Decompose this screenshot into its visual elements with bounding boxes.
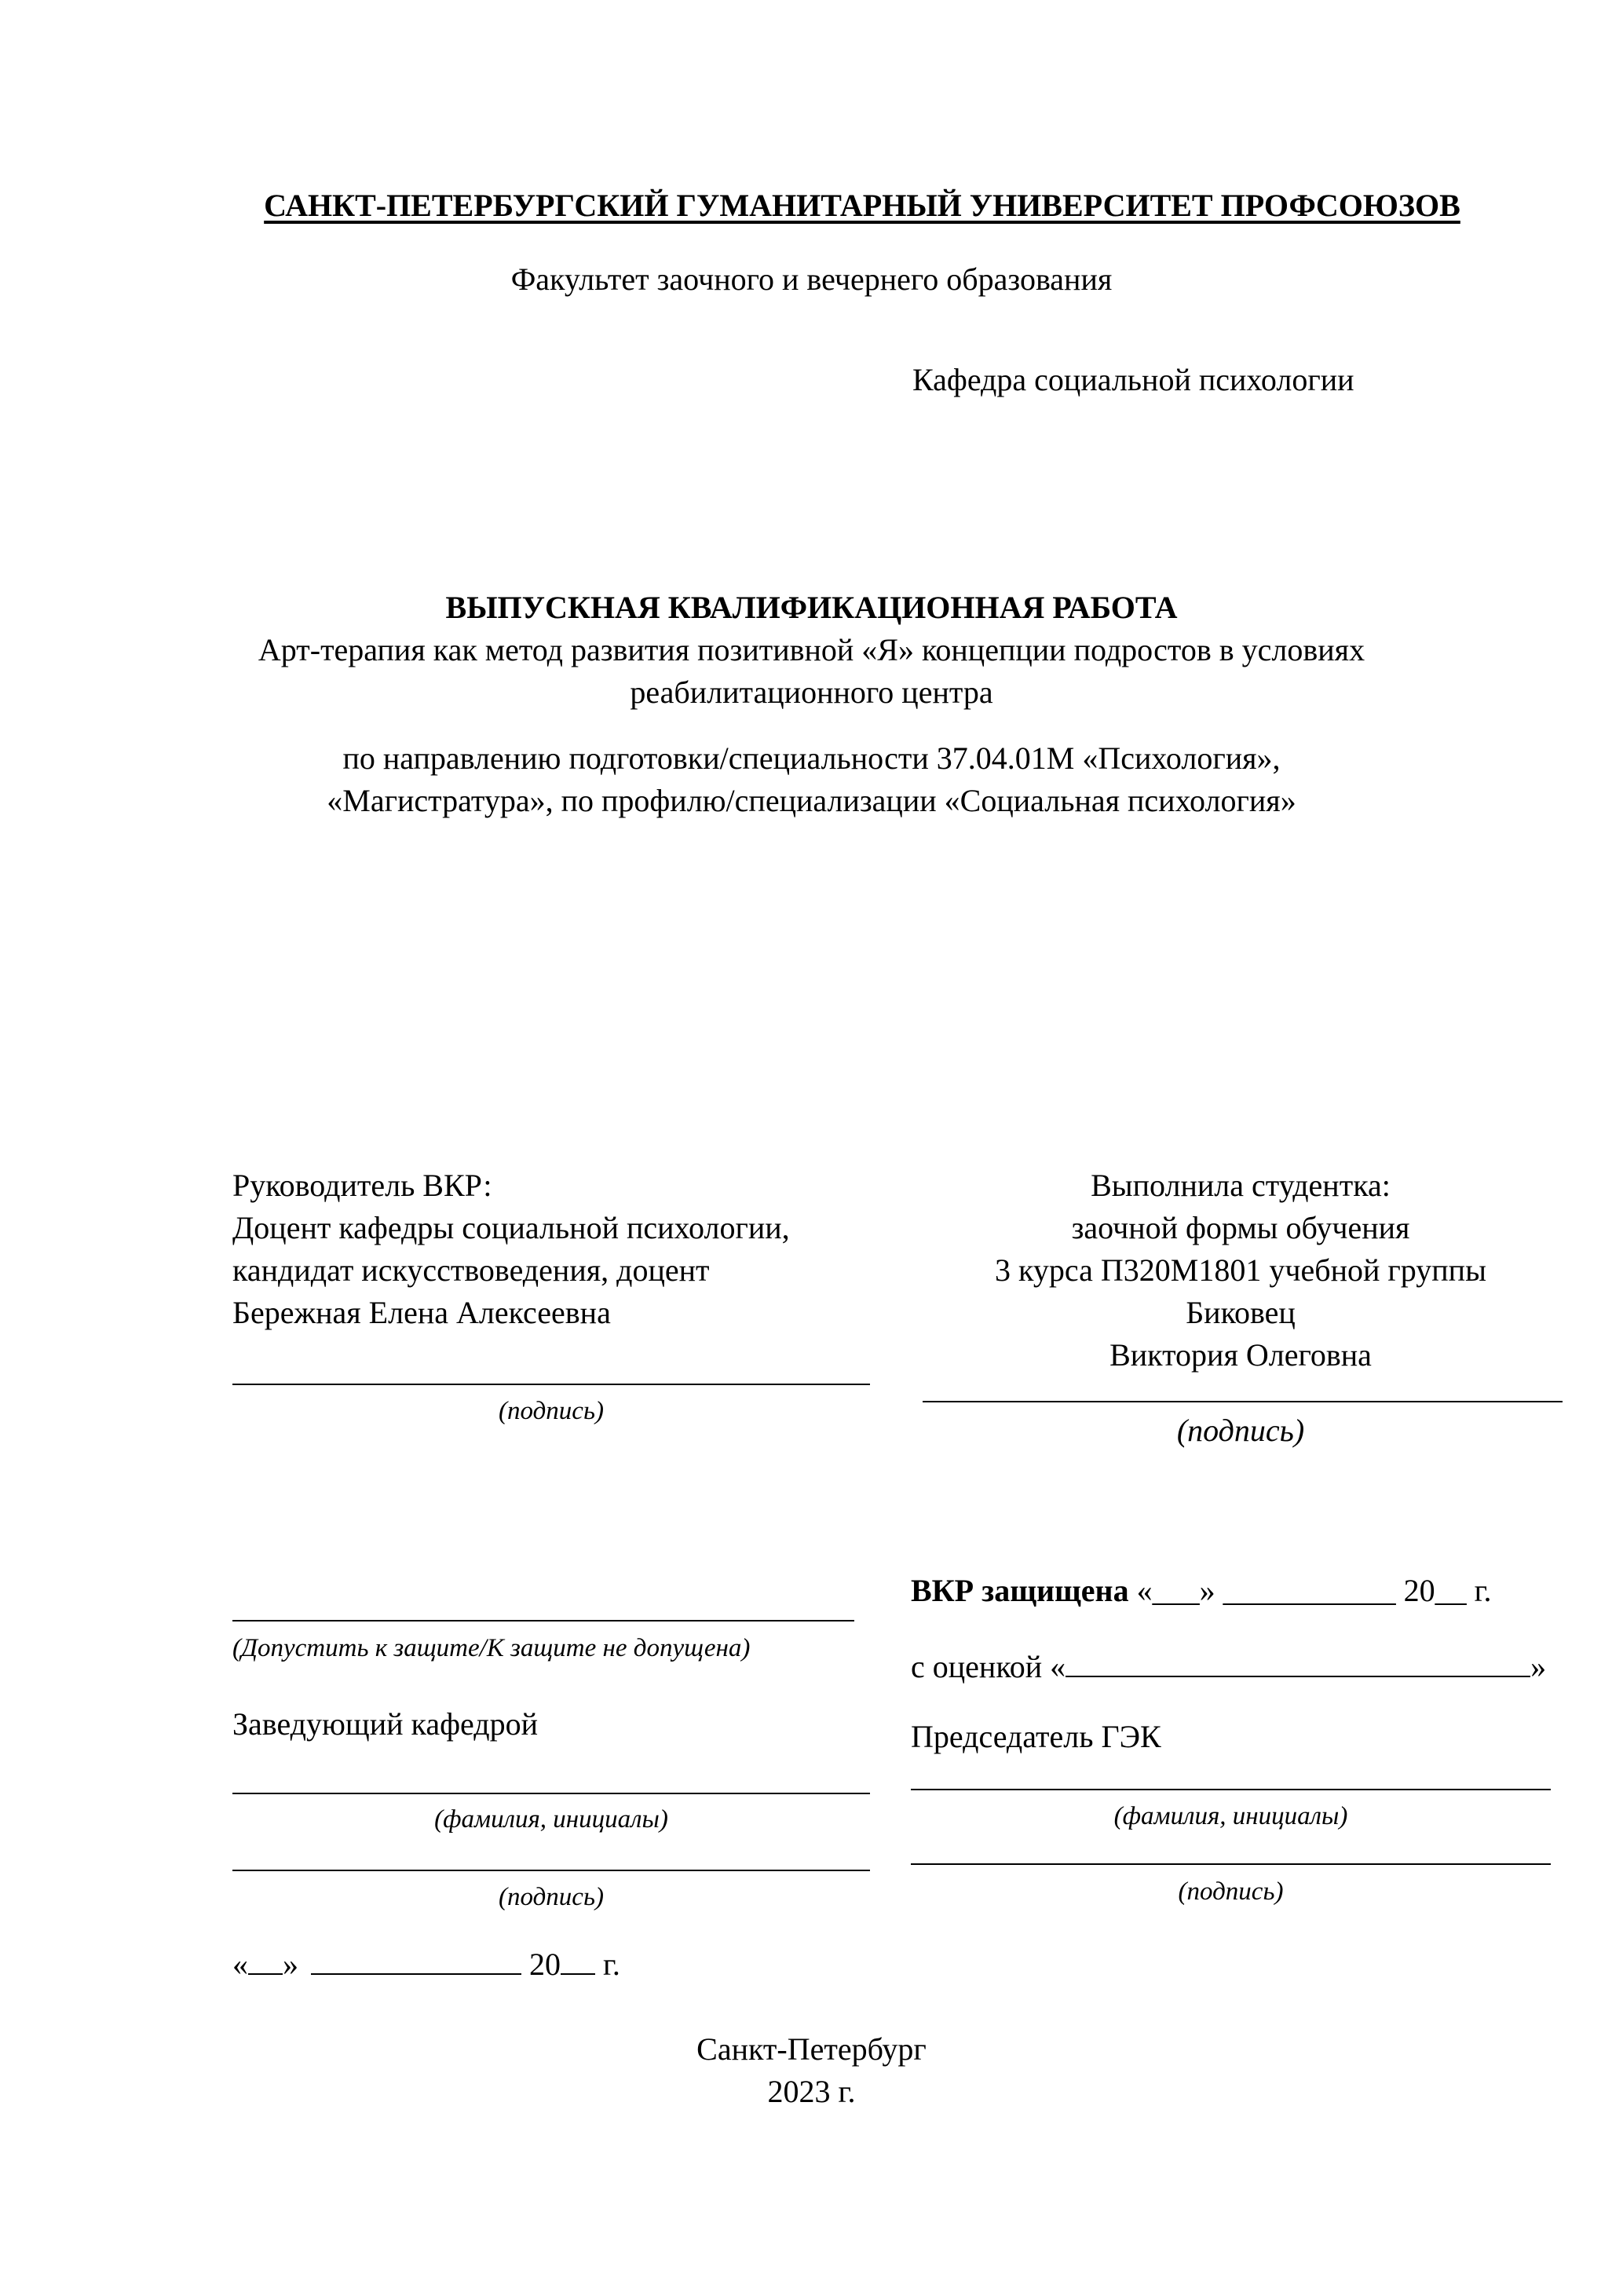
student-surname: Биковец — [1186, 1295, 1296, 1330]
topic-line-1: Арт-терапия как метод развития позитивной «Я» концепции подростов в условиях — [258, 632, 1365, 667]
supervisor-position: Доцент кафедры социальной психологии, — [232, 1210, 790, 1245]
student-signature-caption: (подпись) — [1176, 1413, 1305, 1448]
chair-signature-caption: (подпись) — [1178, 1877, 1284, 1906]
defense-date-field[interactable]: «___» ___________ 20__ г. — [1136, 1573, 1492, 1608]
direction-line-2: «Магистратура», по профилю/специализации «Социальная психология» — [327, 783, 1296, 818]
student-name: Виктория Олеговна — [1109, 1337, 1372, 1373]
direction-line-1: по направлению подготовки/специальности 37.04.01М «Психология», — [342, 740, 1281, 776]
faculty-name: Факультет заочного и вечернего образования — [510, 261, 1113, 297]
date-open-quote: « — [232, 1947, 248, 1982]
year: 2023 г. — [767, 2074, 856, 2109]
month-blank-field[interactable] — [311, 1947, 521, 1975]
day-blank-field[interactable] — [248, 1947, 283, 1975]
date-close-quote: » — [283, 1947, 298, 1982]
chair-name-caption: (фамилия, инициалы) — [1113, 1802, 1348, 1830]
chair-name-line[interactable] — [911, 1789, 1551, 1790]
grade-blank-field[interactable] — [1066, 1649, 1530, 1677]
department-name: Кафедра социальной психологии — [912, 362, 1354, 397]
head-signature-caption: (подпись) — [499, 1883, 604, 1911]
document-type-title: ВЫПУСКНАЯ КВАЛИФИКАЦИОННАЯ РАБОТА — [445, 590, 1178, 625]
defense-date-line — [911, 1570, 1491, 1611]
supervisor-signature-caption: (подпись) — [499, 1397, 604, 1425]
student-study-form: заочной формы обучения — [1071, 1210, 1410, 1245]
head-signature-line[interactable] — [232, 1870, 870, 1871]
grade-line — [911, 1647, 1546, 1687]
year-blank-field[interactable] — [561, 1947, 595, 1975]
supervisor-label: Руководитель ВКР: — [232, 1168, 492, 1203]
grade-close-quote: » — [1530, 1649, 1547, 1684]
admission-decision-line[interactable] — [232, 1620, 854, 1621]
topic-line-2: реабилитационного центра — [630, 675, 993, 710]
chair-signature-line[interactable] — [911, 1863, 1551, 1865]
head-of-department-label: Заведующий кафедрой — [232, 1706, 539, 1742]
supervisor-name: Бережная Елена Алексеевна — [232, 1295, 611, 1330]
grade-label: с оценкой « — [911, 1649, 1066, 1684]
city: Санкт-Петербург — [696, 2031, 927, 2067]
admission-decision-caption: (Допустить к защите/К защите не допущена) — [232, 1634, 751, 1662]
year-suffix: г. — [603, 1947, 620, 1982]
head-name-caption: (фамилия, инициалы) — [434, 1805, 668, 1834]
head-name-line[interactable] — [232, 1793, 870, 1794]
admission-date — [232, 1944, 620, 1985]
university-name: САНКТ-ПЕТЕРБУРГСКИЙ ГУМАНИТАРНЫЙ УНИВЕРСИТЕТ ПРОФСОЮЗОВ — [264, 188, 1460, 223]
student-label: Выполнила студентка: — [1091, 1168, 1391, 1203]
student-signature-line[interactable] — [923, 1401, 1563, 1402]
supervisor-signature-line[interactable] — [232, 1384, 870, 1385]
defense-label: ВКР защищена — [911, 1573, 1129, 1608]
supervisor-degree: кандидат искусствоведения, доцент — [232, 1252, 710, 1288]
student-group: 3 курса П320М1801 учебной группы — [995, 1252, 1486, 1288]
year-prefix: 20 — [529, 1947, 561, 1982]
commission-chair-label: Председатель ГЭК — [911, 1719, 1161, 1754]
